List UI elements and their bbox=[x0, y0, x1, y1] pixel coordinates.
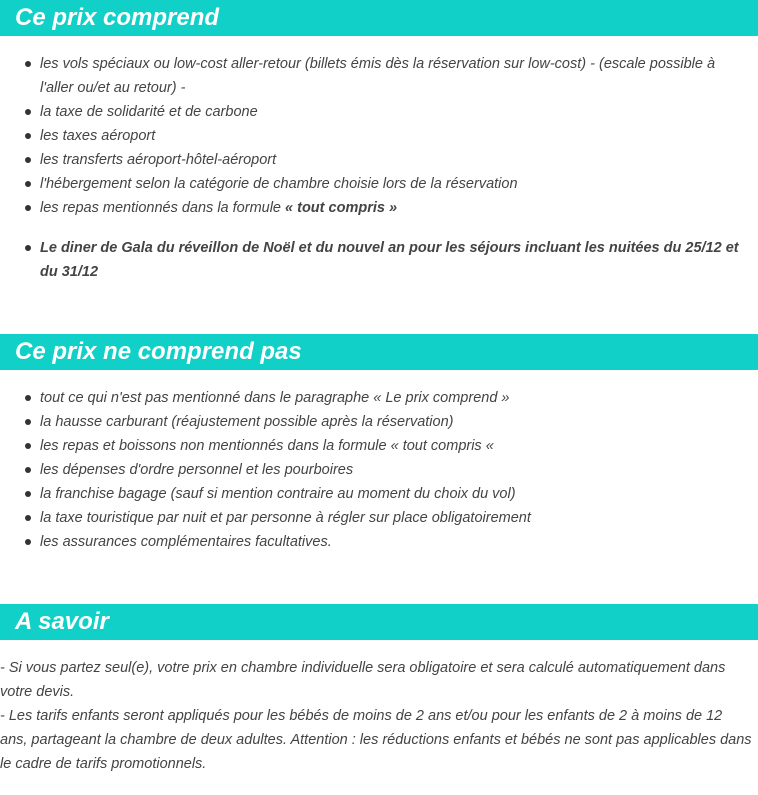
meals-text: les repas mentionnés dans la formule bbox=[40, 200, 286, 216]
list-item: tout ce qui n'est pas mentionné dans le paragraphe « Le prix comprend » bbox=[40, 386, 740, 410]
list-item: la taxe de solidarité et de carbone bbox=[40, 100, 740, 124]
list-item: les repas et boissons non mentionnés dans la formule « tout compris « bbox=[40, 434, 740, 458]
section-title-includes: Ce prix comprend bbox=[0, 0, 758, 36]
list-item: les transferts aéroport-hôtel-aéroport bbox=[40, 148, 740, 172]
list-item: l'hébergement selon la catégorie de chambre choisie lors de la réservation bbox=[40, 172, 740, 196]
list-item-gala: Le diner de Gala du réveillon de Noël et du nouvel an pour les séjours incluant les nuitées du 25/12 et du 31/12 bbox=[40, 236, 740, 284]
meals-bold-text: « tout compris » bbox=[285, 200, 398, 216]
note-children-rates: - Les tarifs enfants seront appliqués pour les bébés de moins de 2 ans et/ou pour les enfants de 2 à moins de 12 ans, partageant la chambre de deux adultes. Attention : les réductions enfants et bébés ne sont pas applicables dans le cadre de tarifs promotionnels. bbox=[0, 708, 752, 772]
list-item: les dépenses d'ordre personnel et les pourboires bbox=[40, 458, 740, 482]
section-title-excludes: Ce prix ne comprend pas bbox=[0, 334, 758, 370]
section-good-to-know bbox=[0, 604, 758, 776]
list-item: les vols spéciaux ou low-cost aller-retour (billets émis dès la réservation sur low-cost) - (escale possible à l'aller ou/et au retour) - bbox=[40, 52, 740, 100]
section-price-excludes bbox=[0, 334, 758, 554]
list-item: les taxes aéroport bbox=[40, 124, 740, 148]
note-single-room: - Si vous partez seul(e), votre prix en chambre individuelle sera obligatoire et sera calculé automatiquement dans votre devis. bbox=[0, 660, 726, 700]
includes-list bbox=[0, 52, 740, 284]
list-item: la hausse carburant (réajustement possible après la réservation) bbox=[40, 410, 740, 434]
list-item: les assurances complémentaires facultatives. bbox=[40, 530, 740, 554]
excludes-list bbox=[0, 386, 740, 554]
section-title-good-to-know: A savoir bbox=[0, 604, 758, 640]
section-price-includes bbox=[0, 0, 758, 284]
list-item: la taxe touristique par nuit et par personne à régler sur place obligatoirement bbox=[40, 506, 740, 530]
list-item-meals bbox=[40, 196, 740, 220]
list-item: la franchise bagage (sauf si mention contraire au moment du choix du vol) bbox=[40, 482, 740, 506]
